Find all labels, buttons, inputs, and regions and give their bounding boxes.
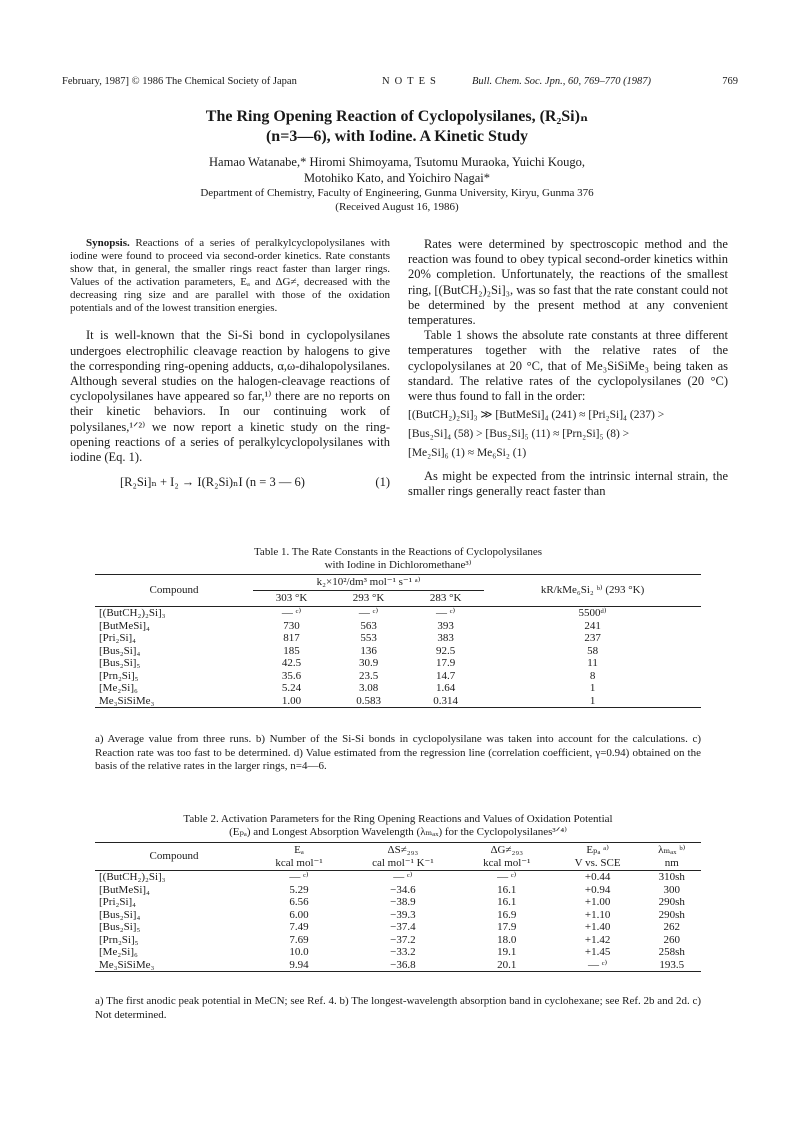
table-cell: 9.94: [289, 958, 309, 971]
table-cell: 5500ᵈ⁾: [578, 607, 607, 619]
table-cell: 0.314: [433, 694, 458, 707]
table-cell: 290sh: [658, 908, 685, 921]
table-2: [95, 842, 701, 972]
table-cell: 563: [360, 619, 377, 632]
synopsis-text: Reactions of a series of peralkylcyclopolysilanes with iodine were found to proceed via second-order kinetics. Rate constants show that, in general, the smaller rings react faster than larger rings. Values of the activation parameters, Eₐ and ΔG≠, decreased with the decreasing ring size and are parallel with those of the oxidation potentials and of the lowest transition energies.: [70, 237, 391, 314]
table2-unit-epa: V vs. SCE: [574, 857, 621, 869]
table2-caption-line-1: Table 2. Activation Parameters for the Ring Opening Reactions and Values of Oxidation Potential: [183, 813, 613, 825]
header-citation: Bull. Chem. Soc. Jpn., 60, 769–770 (1987): [472, 76, 652, 87]
table-cell: 8: [589, 669, 596, 682]
table1-col-k2: k₂×10²/dm³ mol⁻¹ s⁻¹ ᵃ⁾: [253, 575, 484, 591]
table1-footnote: a) Average value from three runs. b) Number of the Si-Si bonds in cyclopolysilane was taken into account for the calculations. c) Reaction rate was too fast to be determined. d) Value estimated from the regression line (correlation coefficient, γ=0.94) obtained on the basis of the relative rates in the larger rings, n=4—6.: [95, 733, 701, 773]
authors-line-1: Hamao Watanabe,* Hiromi Shimoyama, Tsutomu Muraoka, Yuichi Kougo,: [209, 155, 585, 169]
table-cell: [ButMeSi]₄: [99, 619, 150, 632]
table-cell: 237: [584, 632, 601, 644]
table-cell: 7.69: [289, 933, 309, 946]
table-cell: 1.64: [435, 682, 456, 694]
table-cell: 19.1: [497, 946, 517, 958]
table2-unit-ea: kcal mol⁻¹: [275, 857, 323, 869]
table2-body: [95, 871, 701, 972]
intro-paragraph: It is well-known that the Si-Si bond in cyclopolysilanes undergoes electrophilic cleavage reaction by halogens to give the corresponding ring-opening adducts, α,ω-dihalopolysilanes. Although several studies on the halogen-cleavage reactions of cyclopolysilanes have appeared so far,¹⁾ there are no reports on their kinetic behaviors. In our continuing work of polysilanes,¹ᐟ²⁾ we now report a kinetic study on the ring-opening reactions of a series of peralkylcyclopolysilanes with iodine (Eq. 1).: [70, 328, 390, 465]
table-cell: [Pri₂Si]₄: [99, 896, 137, 908]
table-row: [95, 645, 701, 658]
left-column: [70, 237, 390, 490]
table-cell: — ᶜ⁾: [587, 958, 608, 971]
table2-footnote: a) The first anodic peak potential in MeCN; see Ref. 4. b) The longest-wavelength absorption band in cyclohexane; see Ref. 2b and 2d. c) Not determined.: [95, 995, 701, 1021]
table-row: [95, 884, 701, 897]
table-cell: 92.5: [435, 644, 456, 657]
table2-col-dg: ΔG≠₂₉₃: [490, 843, 524, 856]
table-cell: 290sh: [658, 896, 685, 908]
table-row: [95, 657, 701, 670]
table-cell: 817: [283, 632, 300, 644]
table-cell: 1: [589, 694, 596, 707]
authors-line-2: Motohiko Kato, and Yoichiro Nagai*: [303, 171, 491, 185]
strain-paragraph: As might be expected from the intrinsic internal strain, the smaller rings generally react faster than: [408, 469, 728, 499]
table-row: [95, 896, 701, 909]
table2-col-lmax: λₘₐₓ ᵇ⁾: [658, 843, 686, 856]
table1-col-303: 303 °K: [275, 592, 308, 605]
table-cell: 5.29: [289, 883, 309, 896]
table-cell: −39.3: [390, 908, 416, 921]
page-number: 769: [722, 76, 738, 87]
table-cell: — ᶜ⁾: [393, 871, 413, 883]
table-cell: −37.2: [390, 933, 416, 946]
table-cell: 18.0: [497, 933, 517, 946]
table-cell: 17.9: [497, 921, 517, 933]
table-cell: — ᶜ⁾: [289, 871, 309, 883]
header-left: February, 1987] © 1986 The Chemical Society of Japan: [62, 76, 297, 87]
table-cell: [Bus₂Si]₅: [99, 921, 141, 933]
table-cell: 262: [663, 921, 680, 933]
table-cell: [(ButCH₂)₂Si]₃: [99, 607, 166, 619]
table-cell: 30.9: [358, 657, 379, 669]
table-cell: 553: [360, 632, 377, 644]
table-cell: — ᶜ⁾: [497, 871, 517, 883]
table-cell: 260: [663, 933, 680, 946]
synopsis: [70, 237, 390, 314]
table-cell: 258sh: [658, 946, 685, 958]
relative-rate-order: [408, 406, 728, 463]
table-cell: 6.00: [289, 908, 309, 921]
table-cell: 241: [584, 619, 601, 632]
rates-paragraph: Rates were determined by spectroscopic method and the reaction was found to obey typical second-order kinetics within 20% completion. Unfortunately, the reactions of the smallest ring, [(ButCH₂)₂Si]₃, was so fast that the rate constant could not be determined by the present method at any convenient temperatures.: [408, 237, 728, 328]
table-cell: 11: [587, 657, 598, 669]
table-cell: −37.4: [390, 921, 416, 933]
table1-col-relative: kR/kMe₆Si₂ ᵇ⁾ (293 °K): [540, 584, 645, 597]
table-cell: −38.9: [390, 896, 416, 908]
table-cell: 16.1: [497, 896, 517, 908]
table2-unit-ds: cal mol⁻¹ K⁻¹: [372, 857, 434, 869]
order-line-1: [(ButCH₂)₂Si]₃ ≫ [ButMeSi]₄ (241) ≈ [Pri₂Si]₄ (237) >: [408, 409, 665, 422]
table-cell: 185: [283, 644, 300, 657]
table2-unit-lmax: nm: [664, 857, 679, 869]
table2-col-ea: Eₐ: [294, 843, 304, 856]
table-row: [95, 695, 701, 708]
table-cell: −34.6: [390, 883, 416, 896]
equation-number: (1): [375, 475, 390, 490]
table-cell: 6.56: [289, 896, 309, 908]
table-cell: 35.6: [281, 669, 302, 682]
table1-caption-line-2: with Iodine in Dichloromethane³⁾: [324, 559, 472, 571]
table-cell: [Me₂Si]₆: [99, 946, 138, 958]
table-cell: 1: [589, 682, 596, 694]
table1-col-283: 283 °K: [429, 592, 462, 605]
table-cell: [Prn₂Si]₅: [99, 669, 139, 682]
equation-1: [70, 475, 390, 490]
table-cell: [Pri₂Si]₄: [99, 632, 137, 644]
table-cell: 1.00: [281, 694, 302, 707]
table2-caption-line-2: (Eₚₐ) and Longest Absorption Wavelength (λₘₐₓ) for the Cyclopolysilanes³ᐟ⁴⁾: [229, 826, 567, 838]
table-cell: 0.583: [356, 694, 381, 707]
received-date: (Received August 16, 1986): [335, 201, 459, 213]
table-cell: [Prn₂Si]₅: [99, 933, 139, 946]
table-cell: +1.45: [584, 946, 611, 958]
order-line-2: [Bus₂Si]₄ (58) > [Bus₂Si]₅ (11) ≈ [Prn₂Si]₅ (8) >: [408, 428, 630, 441]
synopsis-label: Synopsis.: [86, 237, 130, 249]
table2-col-compound: Compound: [149, 850, 199, 863]
table-cell: [Me₂Si]₆: [99, 682, 138, 694]
table-cell: 42.5: [281, 657, 302, 669]
table1-caption-line-1: Table 1. The Rate Constants in the Reactions of Cyclopolysilanes: [253, 546, 543, 558]
table-row: [95, 620, 701, 633]
table-1: [95, 574, 701, 708]
table-row: [95, 670, 701, 683]
table-cell: 383: [437, 632, 454, 644]
author-list: [62, 154, 732, 186]
table-cell: 5.24: [281, 682, 302, 694]
order-line-3: [Me₂Si]₆ (1) ≈ Me₆Si₂ (1): [408, 447, 527, 460]
table2-col-epa: Eₚₐ ᵃ⁾: [586, 843, 609, 856]
table-cell: 3.08: [358, 682, 379, 694]
equation-text: [R₂Si]ₙ + I₂ → I(R₂Si)ₙI (n = 3 — 6): [120, 475, 305, 490]
table-cell: +0.94: [584, 883, 611, 896]
affiliation: Department of Chemistry, Faculty of Engineering, Gunma University, Kiryu, Gunma 376: [200, 187, 594, 199]
table-cell: 730: [283, 619, 300, 632]
affiliation-block: [62, 186, 732, 214]
table-row: [95, 607, 701, 620]
table-cell: +1.10: [584, 908, 611, 921]
title-line-1: The Ring Opening Reaction of Cyclopolysilanes, (R₂Si)ₙ: [205, 108, 589, 125]
table-row: [95, 959, 701, 972]
table-cell: +1.00: [584, 896, 611, 908]
table-cell: 16.1: [497, 883, 517, 896]
table-cell: 193.5: [659, 958, 685, 971]
table-cell: 136: [360, 644, 377, 657]
article-title: [62, 107, 732, 147]
table-cell: +0.44: [584, 871, 611, 883]
table-cell: 14.7: [435, 669, 456, 682]
title-line-2: (n=3—6), with Iodine. A Kinetic Study: [265, 128, 529, 145]
table-cell: 58: [587, 644, 599, 657]
table-row: [95, 632, 701, 645]
table-row: [95, 921, 701, 934]
table-row: [95, 909, 701, 922]
table-cell: — ᶜ⁾: [358, 607, 379, 619]
table-cell: 7.49: [289, 921, 309, 933]
table-cell: −33.2: [390, 946, 416, 958]
table-cell: 23.5: [358, 669, 379, 682]
table1-col-293: 293 °K: [352, 592, 385, 605]
table-cell: [Bus₂Si]₄: [99, 644, 141, 657]
table-cell: — ᶜ⁾: [435, 607, 456, 619]
table-cell: 16.9: [497, 908, 517, 921]
table-cell: −36.8: [390, 958, 416, 971]
table-cell: [(ButCH₂)₂Si]₃: [99, 871, 166, 883]
table-row: [95, 682, 701, 695]
table-cell: [Bus₂Si]₅: [99, 657, 141, 669]
table-cell: Me₃SiSiMe₃: [99, 694, 155, 707]
table-cell: 393: [437, 619, 454, 632]
table-cell: 310sh: [658, 871, 685, 883]
table-cell: Me₃SiSiMe₃: [99, 958, 155, 971]
header-section: NOTES: [382, 76, 441, 87]
table-cell: +1.42: [584, 933, 611, 946]
table2-unit-dg: kcal mol⁻¹: [483, 857, 531, 869]
table2-col-ds: ΔS≠₂₉₃: [387, 843, 419, 856]
right-column: [408, 237, 728, 500]
table-cell: [ButMeSi]₄: [99, 883, 150, 896]
table-row: [95, 934, 701, 947]
table2-caption: [95, 813, 701, 839]
table1-body: [95, 607, 701, 708]
table-cell: 20.1: [497, 958, 517, 971]
table-cell: 10.0: [289, 946, 309, 958]
table-cell: +1.40: [584, 921, 611, 933]
table-cell: 17.9: [435, 657, 456, 669]
table-row: [95, 946, 701, 959]
table1-paragraph: Table 1 shows the absolute rate constants at three different temperatures together with the relative rates of the cyclopolysilanes at 20 °C, that of Me₃SiSiMe₃ being taken as standard. The relative rates of the cyclopolysilanes (20 °C) were thus found to fall in the order:: [408, 328, 728, 404]
table1-col-compound: Compound: [149, 584, 199, 597]
table1-caption: [95, 546, 701, 572]
table-row: [95, 871, 701, 884]
table-cell: — ᶜ⁾: [281, 607, 302, 619]
table-cell: [Bus₂Si]₄: [99, 908, 141, 921]
table-cell: 300: [663, 883, 680, 896]
